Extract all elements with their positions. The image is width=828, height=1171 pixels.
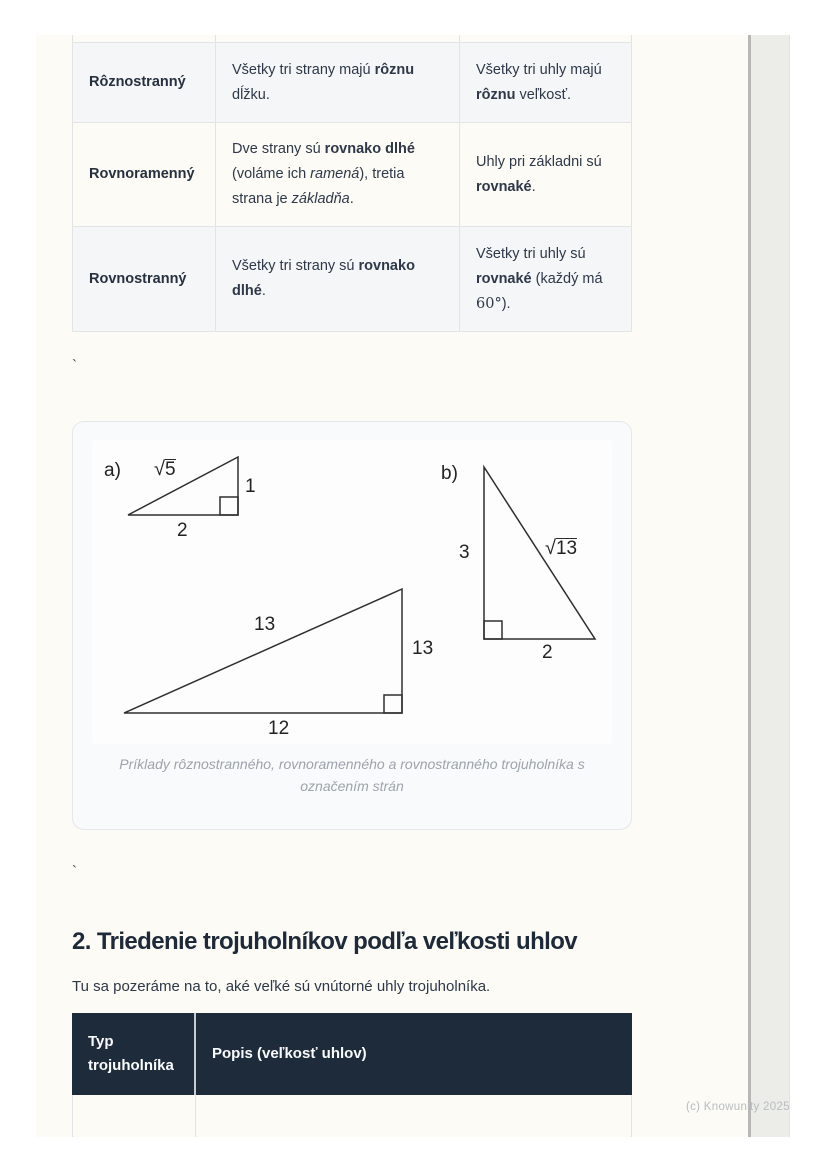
triangle-c-right-angle-marker	[384, 695, 402, 713]
triangle-c-hypotenuse-label: 13	[254, 614, 276, 635]
angle-table	[72, 1013, 632, 1137]
table-row-cutoff	[72, 35, 632, 43]
section-heading: 2. Triedenie trojuholníkov podľa veľkosti uhlov	[72, 927, 578, 955]
document-page	[36, 35, 748, 1137]
classification-table	[72, 35, 632, 332]
triangle-b-left-side-label: 3	[459, 542, 470, 563]
triangle-a-bottom-side-label: 2	[177, 520, 188, 541]
scrollbar-strip[interactable]	[748, 35, 790, 1137]
radical-sign: √	[154, 458, 165, 480]
table-row	[72, 43, 632, 123]
copyright-watermark: (c) Knowunity 2025	[686, 1101, 790, 1113]
triangle-b-hypotenuse-label	[545, 538, 577, 559]
triangle-sides-description	[215, 227, 459, 331]
radicand: 5	[164, 459, 176, 480]
triangle-angles-description	[459, 43, 633, 122]
table-cell	[459, 35, 633, 42]
triangle-type-label: Rovnoramenný	[89, 166, 195, 182]
rich-text: Všetky tri uhly majú rôznu veľkosť.	[476, 61, 602, 103]
triangle-a-label: a)	[104, 460, 121, 481]
table-cell	[215, 35, 459, 42]
triangle-type-label: Rôznostranný	[89, 74, 186, 90]
stray-backtick-1: `	[72, 357, 77, 374]
triangle-b-shape	[484, 467, 595, 639]
rich-text: Všetky tri uhly sú rovnaké (každý má 60°).	[476, 245, 603, 312]
radical-sign: √	[545, 537, 556, 559]
triangle-drawings	[92, 440, 612, 744]
triangle-c-bottom-side-label: 12	[268, 718, 290, 739]
triangle-a-right-angle-marker	[220, 497, 238, 515]
angle-table-header	[72, 1013, 632, 1095]
angle-table-header-popis: Popis (veľkosť uhlov)	[194, 1013, 632, 1095]
angle-table-header-type: Typ trojuholníka	[88, 1033, 174, 1074]
table-cell	[73, 35, 215, 42]
triangles-figure	[92, 440, 612, 744]
triangle-angles-description	[459, 227, 633, 331]
table-row	[72, 227, 632, 332]
figure-caption: Príklady rôznostranného, rovnoramenného a rovnostranného trojuholníka s označením strán	[119, 756, 585, 794]
triangle-a-hypotenuse-label	[154, 459, 176, 480]
rich-text: Všetky tri strany sú rovnako dlhé.	[232, 258, 415, 299]
triangle-c-right-side-label: 13	[412, 638, 434, 659]
section-intro-text: Tu sa pozeráme na to, aké veľké sú vnútorné uhly trojuholníka.	[72, 978, 491, 995]
rich-text: Dve strany sú rovnako dlhé (voláme ich ramená), tretia strana je základňa.	[232, 141, 415, 207]
stray-backtick-2: `	[72, 863, 77, 880]
triangle-sides-description	[215, 123, 459, 226]
rich-text: Všetky tri strany majú rôznu dĺžku.	[232, 61, 415, 103]
triangle-b-bottom-side-label: 2	[542, 642, 553, 663]
triangle-type-label: Rovnostranný	[89, 270, 187, 287]
triangle-c-shape	[124, 589, 402, 713]
radicand: 13	[555, 538, 578, 559]
triangle-b-label: b)	[441, 463, 458, 484]
triangle-sides-description	[215, 43, 459, 122]
triangle-b-right-angle-marker	[484, 621, 502, 639]
triangle-angles-description	[459, 123, 633, 226]
triangle-a-right-side-label: 1	[245, 476, 256, 497]
table-cell	[73, 1095, 195, 1137]
table-row	[72, 123, 632, 227]
table-cell	[195, 1095, 633, 1137]
triangle-a-shape	[128, 457, 238, 515]
angle-table-row-cutoff	[72, 1095, 632, 1137]
figure-card	[72, 421, 632, 830]
rich-text: Uhly pri základni sú rovnaké.	[476, 153, 602, 195]
